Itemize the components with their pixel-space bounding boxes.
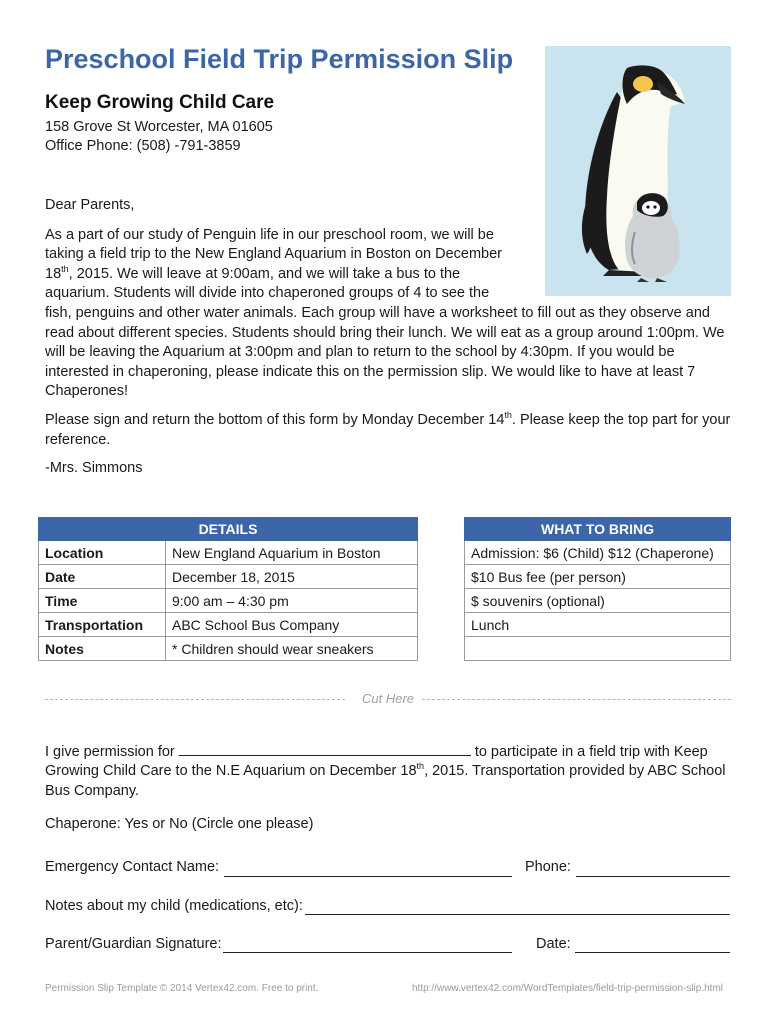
letter-p1-b: , 2015. We will leave at 9:00am, and we will take a bus to the aquarium. Students will divide into chaperoned groups of 4 to see the — [45, 265, 490, 302]
table-row — [39, 565, 418, 589]
bring-item: Admission: $6 (Child) $12 (Chaperone) — [465, 541, 731, 565]
details-value: * Children should wear sneakers — [166, 637, 418, 661]
letter-p1-c: fish, penguins and other water animals. Each group will have a worksheet to fill out as they observe and read about different species. Students should bring their lunch. We will eat as a group around 1:00pm. We will be leaving the Aquarium at 3:00pm and plan to return to the school by 4:30pm. If you would be interested in chaperoning, please indicate this on the permission slip. We would like to have at least 7 Chaperones! — [45, 304, 725, 400]
permission-c: , 2015. Transportation provided by ABC School Bus Company. — [45, 763, 726, 799]
org-phone: Office Phone: (508) -791-3859 — [45, 138, 241, 154]
notes-label: Notes about my child (medications, etc): — [45, 898, 303, 914]
details-key: Time — [39, 589, 166, 613]
footer-url[interactable]: http://www.vertex42.com/WordTemplates/field-trip-permission-slip.html — [411, 983, 723, 994]
bring-header-row — [465, 518, 731, 541]
details-value: December 18, 2015 — [166, 565, 418, 589]
cut-line — [45, 690, 731, 708]
table-row — [465, 589, 731, 613]
table-row — [39, 637, 418, 661]
details-header: DETAILS — [39, 518, 418, 541]
details-value: New England Aquarium in Boston — [166, 541, 418, 565]
table-row — [465, 541, 731, 565]
letter-body — [45, 196, 735, 479]
letter-p2-sup: th — [504, 410, 512, 421]
details-value: 9:00 am – 4:30 pm — [166, 589, 418, 613]
letter-p1-a: As a part of our study of Penguin life in our preschool room, we will be taking a field trip to the New England Aquarium in Boston on December 18 — [45, 226, 503, 282]
bring-item: $ souvenirs (optional) — [465, 589, 731, 613]
page-title: Preschool Field Trip Permission Slip — [45, 44, 514, 74]
details-key: Transportation — [39, 613, 166, 637]
letter-p2-b: . Please keep the top part for your reference. — [45, 411, 731, 448]
permission-b: to participate in a field trip with Keep Growing Child Care to the N.E Aquarium on December 18 — [45, 744, 708, 780]
signature-field[interactable] — [223, 952, 512, 953]
bring-item — [465, 637, 731, 661]
notes-field[interactable] — [305, 914, 730, 915]
letter-paragraph-1-wrap — [45, 226, 523, 304]
table-row — [39, 541, 418, 565]
phone-field[interactable] — [576, 876, 730, 877]
permission-a: I give permission for — [45, 744, 175, 760]
letter-signature: -Mrs. Simmons — [45, 460, 143, 477]
table-row — [465, 565, 731, 589]
cut-label-wrap — [45, 691, 731, 706]
date-label: Date: — [536, 936, 571, 952]
details-header-row — [39, 518, 418, 541]
bring-item: Lunch — [465, 613, 731, 637]
chaperone-choice: Chaperone: Yes or No (Circle one please) — [45, 816, 314, 832]
bring-header: WHAT TO BRING — [465, 518, 731, 541]
child-name-field[interactable] — [179, 742, 471, 756]
table-row — [465, 637, 731, 661]
details-key: Date — [39, 565, 166, 589]
permission-statement — [45, 742, 735, 801]
details-value: ABC School Bus Company — [166, 613, 418, 637]
footer-copyright: Permission Slip Template © 2014 Vertex42.com. Free to print. — [45, 983, 319, 994]
org-name: Keep Growing Child Care — [45, 92, 275, 113]
letter-salutation: Dear Parents, — [45, 197, 135, 213]
phone-label: Phone: — [525, 859, 571, 875]
org-address: 158 Grove St Worcester, MA 01605 — [45, 119, 273, 135]
details-table — [38, 517, 418, 661]
signature-label: Parent/Guardian Signature: — [45, 936, 222, 952]
emergency-contact-label: Emergency Contact Name: — [45, 859, 220, 875]
details-key: Location — [39, 541, 166, 565]
permission-sup: th — [416, 761, 425, 772]
emergency-contact-field[interactable] — [224, 876, 512, 877]
letter-paragraph-1 — [45, 226, 735, 402]
org-contact — [45, 118, 273, 156]
date-field[interactable] — [575, 952, 730, 953]
table-row — [39, 613, 418, 637]
details-key: Notes — [39, 637, 166, 661]
table-row — [465, 613, 731, 637]
letter-p2-a: Please sign and return the bottom of this form by Monday December 14 — [45, 411, 505, 428]
cut-label: Cut Here — [356, 691, 420, 706]
bring-item: $10 Bus fee (per person) — [465, 565, 731, 589]
what-to-bring-table — [464, 517, 731, 661]
table-row — [39, 589, 418, 613]
letter-p1-sup: th — [61, 263, 69, 274]
letter-paragraph-2 — [45, 411, 735, 450]
permission-text — [45, 742, 735, 801]
